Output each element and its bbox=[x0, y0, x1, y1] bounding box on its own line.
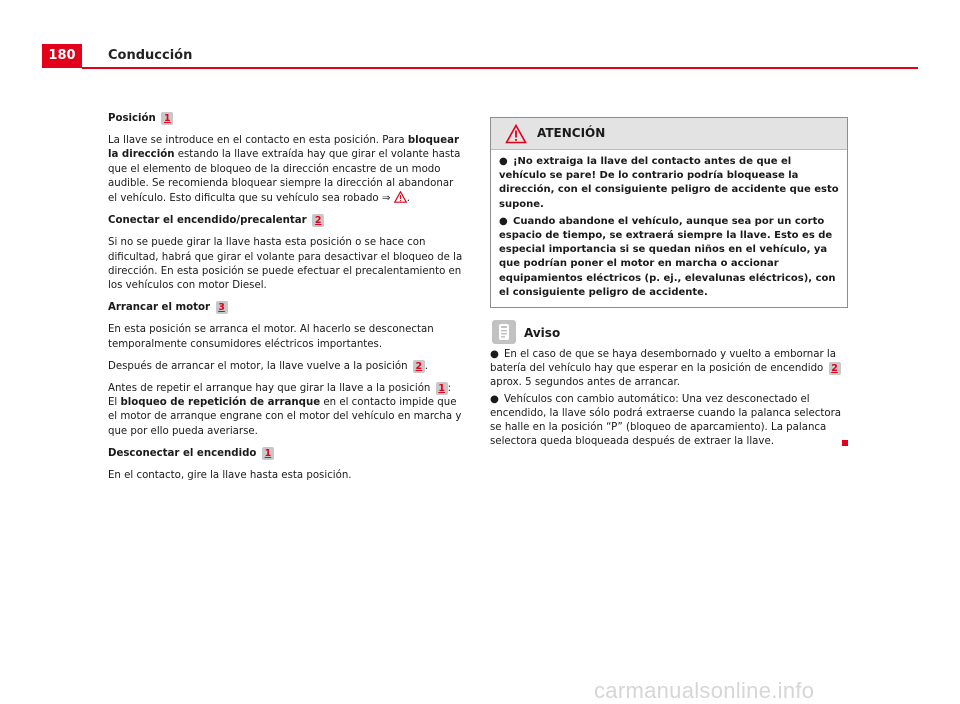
paragraph: En el contacto, gire la llave hasta esta posición. bbox=[108, 470, 352, 482]
warning-triangle-icon bbox=[505, 124, 527, 144]
position-badge: 2 bbox=[413, 360, 425, 373]
note-title: Aviso bbox=[524, 326, 561, 341]
text: : El bbox=[108, 383, 452, 409]
position-badge: 1 bbox=[262, 447, 274, 460]
list-item-text: aprox. 5 segundos antes de arrancar. bbox=[490, 377, 680, 389]
list-item bbox=[490, 393, 848, 450]
chapter-title: Conducción bbox=[108, 48, 193, 63]
warning-header bbox=[491, 118, 847, 150]
section-heading bbox=[108, 112, 463, 126]
paragraph bbox=[108, 360, 463, 374]
section-heading-text: Arrancar el motor bbox=[108, 302, 210, 314]
text: Después de arrancar el motor, la llave vuelve a la posición bbox=[108, 360, 411, 372]
header-divider bbox=[82, 67, 918, 69]
bullet-icon: ● bbox=[499, 156, 508, 167]
section-heading-text: Conectar el encendido/precalentar bbox=[108, 215, 307, 227]
section-heading-text: Posición bbox=[108, 113, 156, 124]
right-column bbox=[490, 117, 848, 451]
position-badge: 1 bbox=[161, 112, 173, 125]
list-item-text: Cuando abandone el vehículo, aunque sea por un corto espacio de tiempo, se extraerá siempre la llave. Esto es de especial importancia si se quedan niños en el vehículo, ya que podrían poner el motor en marcha o accionar equipamientos eléctricos (p. ej., elevalunas eléctricos), con el consiguiente peligro de accidente. bbox=[499, 215, 836, 298]
section-end-marker bbox=[842, 440, 848, 446]
section-heading bbox=[108, 447, 463, 461]
position-badge: 2 bbox=[312, 214, 324, 227]
list-item bbox=[499, 215, 839, 300]
note-body bbox=[490, 348, 848, 449]
text: Antes de repetir el arranque hay que girar la llave a la posición bbox=[108, 383, 434, 395]
paragraph: Si no se puede girar la llave hasta esta posición o se hace con dificultad, habrá que girar el volante para desactivar el bloqueo de la dirección. En esta posición se puede efectuar el precalentamiento en los vehículos con motor Diesel. bbox=[108, 237, 463, 292]
page-number: 180 bbox=[42, 44, 82, 68]
text: La llave se introduce en el contacto en esta posición. Para bbox=[108, 135, 408, 147]
text: estando la llave extraída hay que girar el volante hasta que el elemento de bloqueo de la dirección encastre de un modo audible. Se recomienda bloquear siempre la dirección al abandonar el vehículo. Esto dificulta que su vehículo sea robado ⇒ bbox=[108, 149, 461, 205]
text: . bbox=[406, 193, 410, 205]
warning-triangle-icon[interactable] bbox=[394, 191, 407, 203]
list-item bbox=[499, 155, 839, 212]
list-item-text: En el caso de que se haya desembornado y vuelto a embornar la batería del vehículo hay que esperar en la posición de encendido bbox=[490, 349, 836, 375]
list-item-text: Vehículos con cambio automático: Una vez desconectado el encendido, la llave sólo podrá extraerse cuando la palanca selectora se halle en la posición “P” (bloqueo de aparcamiento). La palanca selectora queda bloqueada después de extraer la llave. bbox=[490, 393, 842, 448]
section-heading bbox=[108, 214, 463, 228]
section-heading-text: Desconectar el encendido bbox=[108, 447, 257, 459]
position-badge: 2 bbox=[829, 362, 841, 375]
watermark: carmanualsonline.info bbox=[594, 678, 815, 703]
position-badge: 3 bbox=[216, 301, 228, 314]
bold-text: bloquear la dirección bbox=[108, 135, 459, 161]
text: . bbox=[424, 360, 429, 372]
list-item-text: ¡No extraiga la llave del contacto antes de que el vehículo se pare! De lo contrario podría bloquease la dirección, con el consiguiente peligro de accidente que esto supone. bbox=[499, 156, 839, 210]
note-hand-icon bbox=[492, 320, 516, 344]
warning-title: ATENCIÓN bbox=[537, 126, 606, 140]
warning-box bbox=[490, 117, 848, 308]
paragraph bbox=[108, 134, 463, 206]
note-header bbox=[490, 320, 848, 348]
warning-body bbox=[491, 150, 847, 307]
position-badge: 1 bbox=[436, 382, 448, 395]
bullet-icon: ● bbox=[490, 393, 499, 405]
text: en el contacto impide que el motor de arranque engrane con el motor del vehículo en marcha y que por ello pueda averiarse. bbox=[108, 397, 462, 437]
paragraph: En esta posición se arranca el motor. Al hacerlo se desconectan temporalmente consumidores eléctricos importantes. bbox=[108, 324, 434, 350]
bullet-icon: ● bbox=[499, 215, 508, 227]
list-item bbox=[490, 348, 848, 391]
paragraph bbox=[108, 382, 463, 439]
bold-text: bloqueo de repetición de arranque bbox=[120, 397, 321, 409]
bullet-icon: ● bbox=[490, 349, 499, 361]
section-heading bbox=[108, 301, 463, 315]
left-column bbox=[108, 112, 463, 491]
